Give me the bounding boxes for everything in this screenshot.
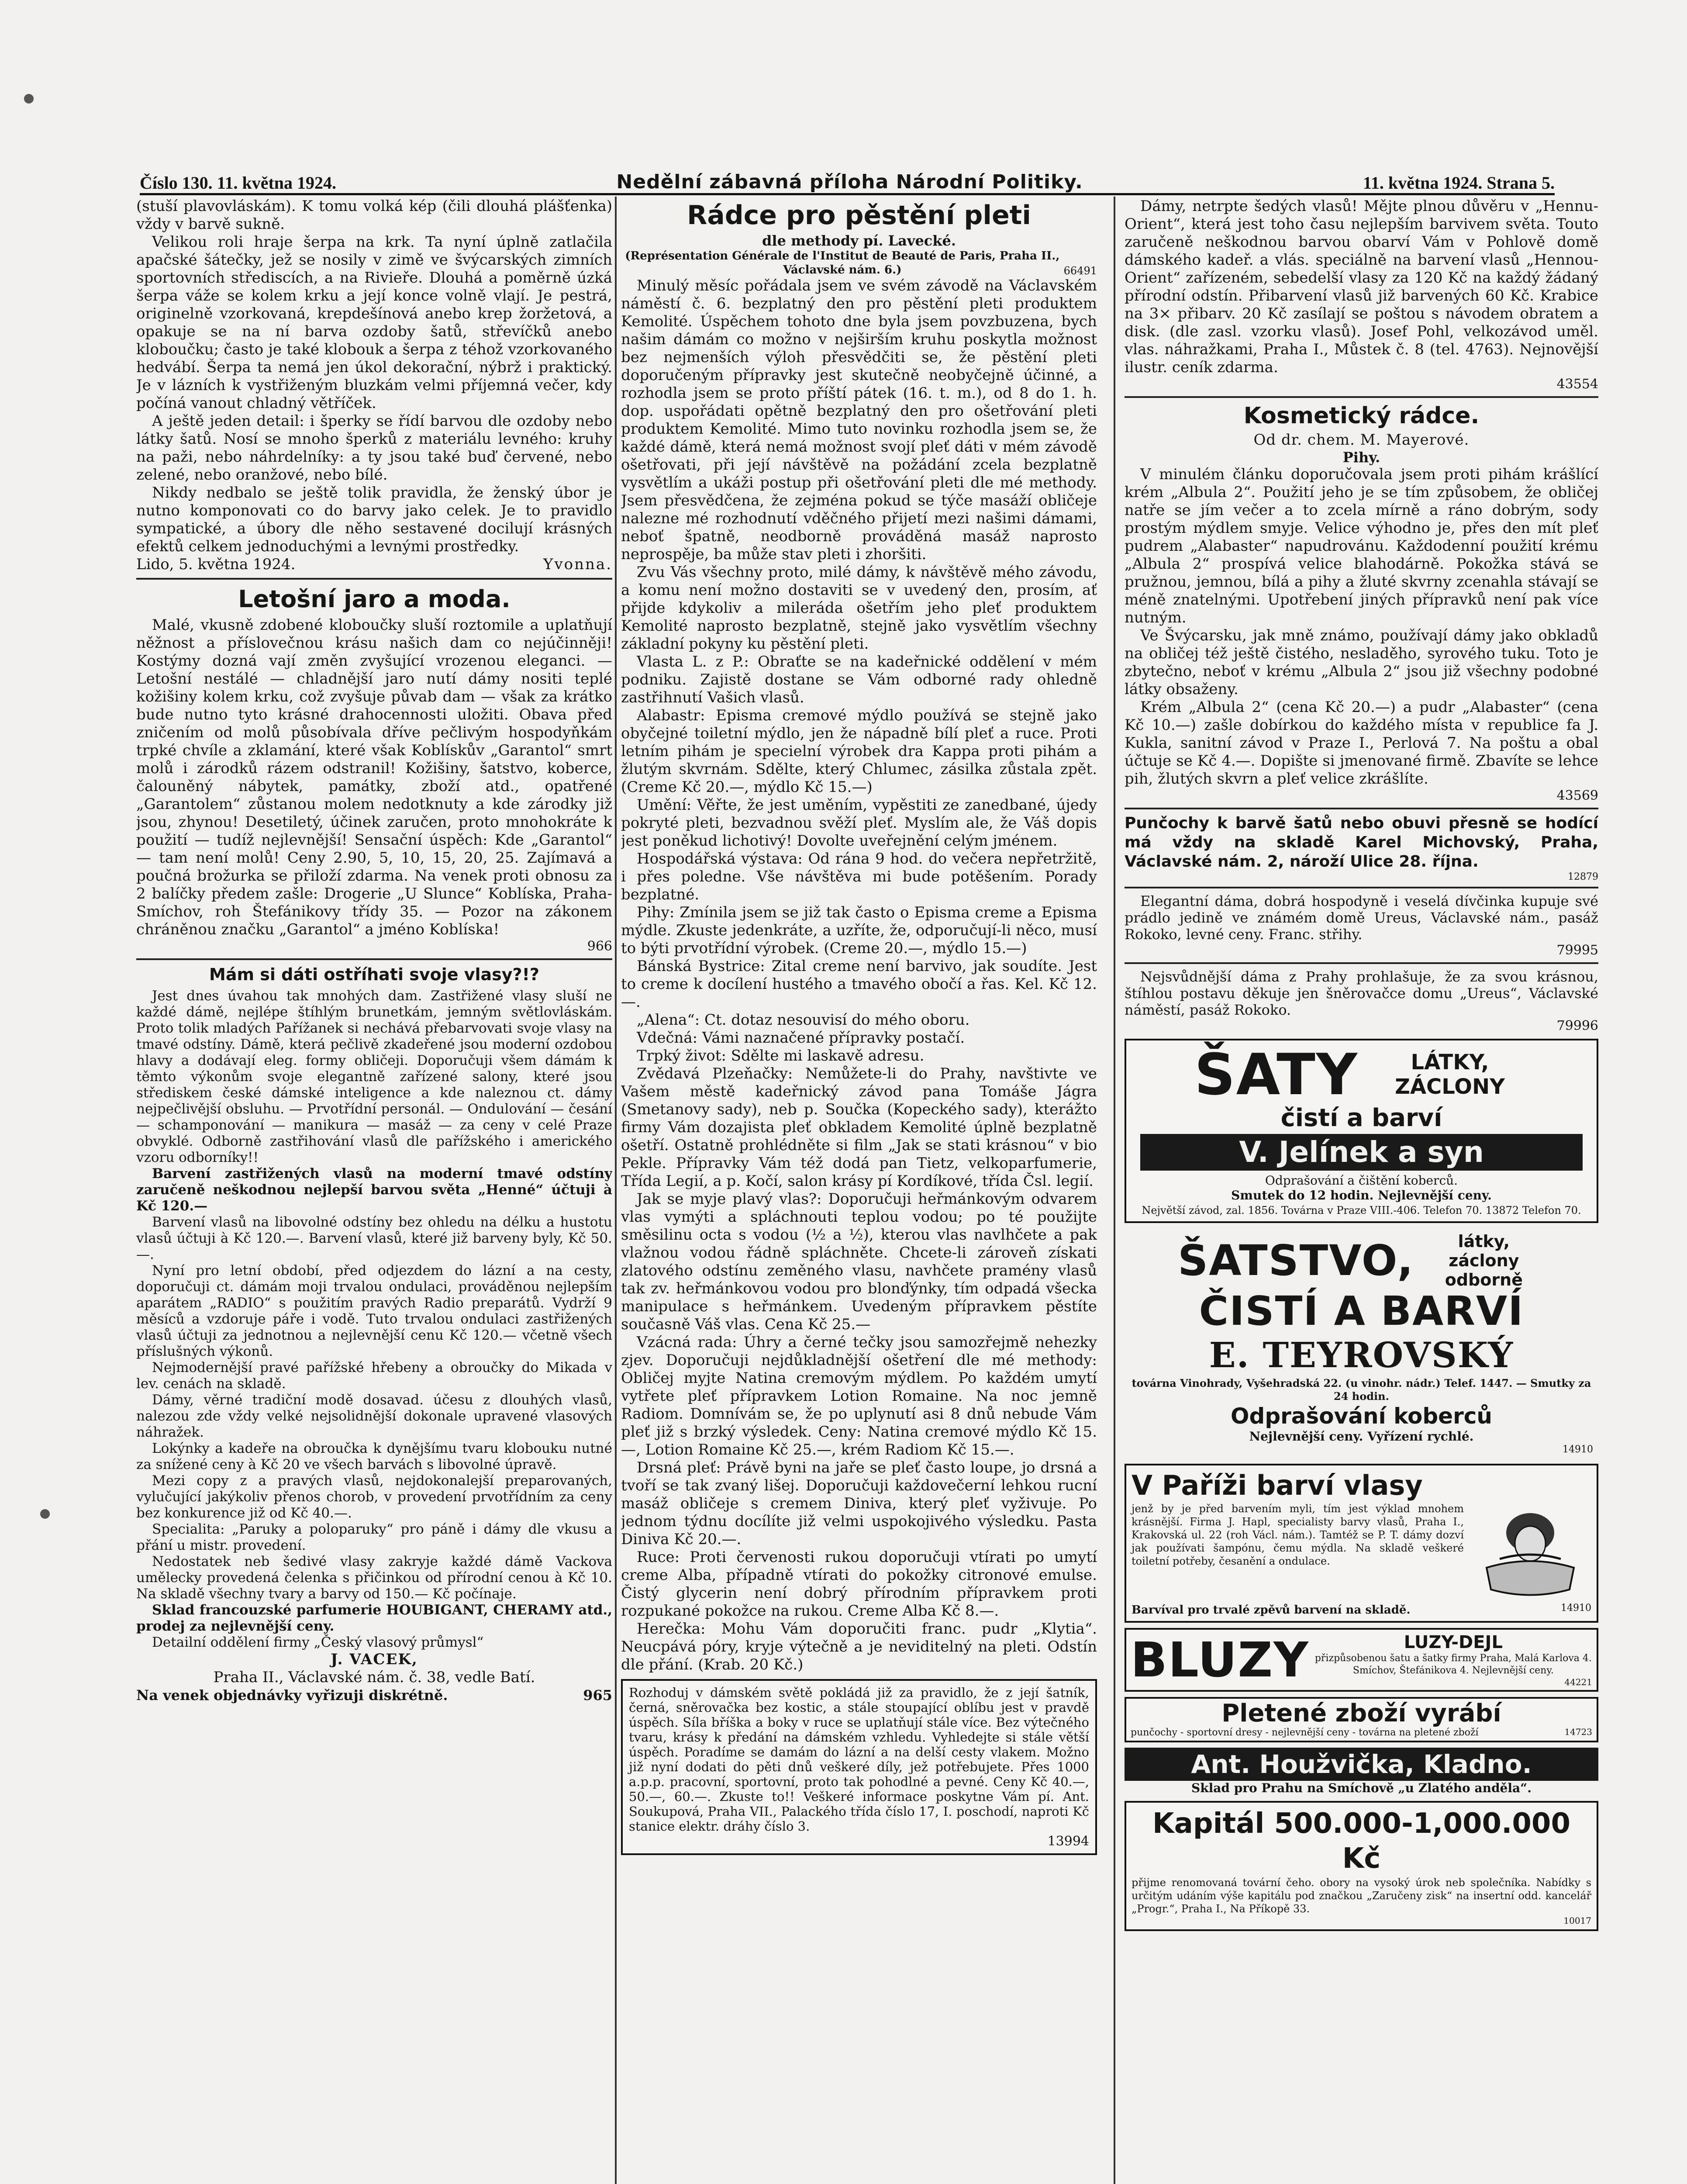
ad-small-text: Nejlevnější ceny. Vyřízení rychlé. (1249, 1429, 1474, 1444)
article-title: Mám si dáti ostříhati svoje vlasy?!? (209, 965, 539, 984)
reply-paragraph: Ruce: Proti červenosti rukou doporučuji vtírati po umytí creme Alba, případně vtírati do pokožky citronové emulse. Čistý glycerin není dobrý přírodním přípravkem proti rozpukané pokožce na rukou. Creme Alba Kč 8.—. (621, 1548, 1097, 1620)
corset-ad: Nejsvůdnější dáma z Prahy prohlašuje, že za svou krásnou, štíhlou postavu děkuje jen šněrovačce domu „Ureus“, Václavské náměstí, pasáž Rokoko. (1125, 968, 1598, 1018)
ad-mid-text: čistí a barví (1280, 1104, 1442, 1132)
article-paragraph: Minulý měsíc pořádala jsem ve svém závodě na Václavském náměstí č. 6. bezplatný den pro pěstění pleti produktem Kemolité. Úspěchem tohoto dne byla jsem povzbuzena, bych našim dámám co možno v nejširším kruhu poskytla možnost bez nejmenších výloh přesvědčiti se, že pěstění pleti doporučeným přípravky jest skutečně neobyčejně účinné, a rozhodla jsem se proto příští pátek (16. t. m.), od 8 do 1. h. dop. uspořádati opětně bezplatný den pro ošetřování pleti produktem Kemolité. Mimo tuto novinku rozhodla jsem se, že každé dámě, která nemá možnost svojí pleť dáti v mém závodě ošetřovati, při její návštěvě na požádání zcela bezplatně vysvětlím a ukáži postup při ošetřování pleti dle mé methody. Jsem přesvědčena, že zejména pokud se týče masáží obličeje nalezne mé rozhodnutí vděčného přijetí mezi našimi dámami, neboť špatně, neodborně prováděná masáž naprosto neprospěje, ba může stav pleti i zhoršiti. (621, 277, 1097, 563)
article-paragraph: Malé, vkusně zdobené kloboučky sluší roztomile a uplatňují něžnost a příslovečnou krásu našich dam co nejúčinněji! Kostýmy dozná vají změn zvyšující vrozenou eleganci. — Letošní nestálé — chladnější jaro nutí dámy nositi teplé kožišiny kolem krku, což zvyšuje půvab dam — však za krátko bude nutno tyto krásné drahocennosti uložiti. Obava před zničením od molů působívala dříve pečlivým hospodyňkám trpké chvíle a zklamání, které však Koblískův „Garantol“ smrt molů i zárodků rázem odstranil! Kožišiny, šatstvo, koberce, čalouněný nábytek, památky, zboží atd., opatřené „Garantolem“ zůstanou molem nedotknuty a kde zárodky již jsou, zhynou! Desetiletý, účinek zaručen, proto mnohokráte k použití — tudíž nejlevnější! Sensační úspěch: Kde „Garantol“ — tam není molů! Ceny 2.90, 5, 10, 15, 20, 25. Zajímavá a poučná brožurka se přiloží zdarma. Na venek proti obnosu za 2 balíčky předem zašle: Drogerie „U Slunce“ Koblíska, Praha-Smíchov, roh Štefánikovy třídy 35. — Pozor na zákonem chráněnou značku „Garantol“ a jméno Koblíska! (136, 616, 612, 938)
divider (1125, 396, 1598, 398)
ad-footer (136, 1686, 612, 1704)
reply-paragraph: Jak se myje plavý vlas?: Doporučuji heřmánkovým odvarem vlas vymýti a spláchnouti teplou vodou; po té použijte směsilinu octa s vodou (½ a ½), kterou vlas navlhčete a pak vlažnou vodou řádně spláchněte. Chcete-li zároveň získati zlatového odstínu zeměného vlasu, navhčete pramény vlasů tak zv. heřmánkovou vodou pro blonďýnky, tím odpadá všecka manipulace s heřmánkem. Uvedeným přípravkem pěstíte současně Váš vlas. Cena Kč 25.— (621, 1190, 1097, 1333)
ad-number: 43569 (1556, 788, 1598, 803)
ad-number: 14910 (1563, 1444, 1593, 1455)
column-1 (136, 197, 612, 2184)
reply-paragraph: Hospodářská výstava: Od rána 9 hod. do večera nepřetržitě, i přes poledne. Vše návštěva mi bude potěšením. Porady bezplatné. (621, 850, 1097, 903)
firm-name: J. VACEK, (331, 1651, 418, 1668)
ad-headline (1132, 1041, 1591, 1108)
reply-paragraph: Bánská Bystrice: Zital creme není barvivo, jak soudíte. Jest to creme k docílení hustého a tmavého obočí a řas. Kel. Kč 12.—. (621, 957, 1097, 1011)
ad-paragraph: Jest dnes úvahou tak mnohých dam. Zastřižené vlasy sluší ne každé dámě, nejlépe štíhlým brunetkám, jemným světlovláskám. Proto tolik mladých Pařížanek si nechává přebarvovati svoje vlasy na tmavé odstíny. Dámě, která pečlivě zkadeřené jsou moderní ozdobou hlavy a dodávají eleg. formy obličeji. Doporučuji všem dámám k těmto výkonům svoje elegantně zařízené salony, které jsou střediskem české dámské inteligence a kde naleznou ct. dámy nejpečlivější obsluhu. — Prvotřídní personál. — Ondulování — česání — schamponování — manikura — masáž — za ceny v celé Praze obvyklé. Odborně zastřihování vlasů dle pařížského i amerického vzoru odborníky!! (136, 988, 612, 1165)
article-subtitle: Pihy. (1342, 449, 1380, 466)
ad-small-text: Odprašování koberců (1231, 1403, 1492, 1429)
article-title: Kosmetický rádce. (1243, 403, 1480, 429)
divider (136, 958, 612, 960)
ad-small-text: Barvíval pro trvalé zpěvů barvení na skladě. (1132, 1603, 1411, 1617)
ad-headline (1130, 1232, 1593, 1289)
reply-paragraph: Vzácná rada: Úhry a černé tečky jsou samozřejmě nehezky zjev. Doporučuji nejdůkladnější ošetření dle mé methody: Obličej myjte Natina cremovým mýdlem. Po každém umytí vytřete pleť přípravkem Lotion Romaine. Na noc jemně Radiom. Domnívám se, že po uplynutí asi 8 dnů nebude Vám pleť již s brzký výsledek. Ceny: Natina cremové mýdlo Kč 15.—, Lotion Romaine Kč 25.—, krém Radiom Kč 15.—. (621, 1334, 1097, 1458)
divider (1125, 887, 1598, 888)
divider (1125, 962, 1598, 964)
page-number: 11. května 1924. Strana 5. (1363, 173, 1555, 193)
jelinek-dyeing-ad (1125, 1039, 1598, 1223)
reply-paragraph: Zvědavá Plzeňačky: Nemůžete-li do Prahy, navštivte ve Vašem městě kadeřnický závod pana Tomáše Jágra (Smetanovy sady), neb p. Součka (Kopeckého sady), kterážto firmy Vám dozajista pleť obkladem Kemolité úplně bezplatně ošetří. Ostatně prohlédněte si film „Jak se stati krásnou“ v bio Pekle. Přípravky Vám též dodá pan Tietz, velkoparfumerie, Třída Legií, a p. Kočí, salon krásy pí Kordíkové, třída Čsl. legií. (621, 1065, 1097, 1190)
representation-text: (Représentation Générale de l'Institut de Beauté de Paris, Praha II., Václavské nám. 6.) (625, 249, 1060, 276)
ad-small-text: punčochy - sportovní dresy - nejlevnější ceny - továrna na pletené zboží (1131, 1727, 1479, 1738)
ad-small-text: Sklad pro Prahu na Smíchově „u Zlatého anděla“. (1191, 1781, 1532, 1795)
ad-paragraph: Nedostatek neb šedivé vlasy zakryje každé dámě Vackova umělecky provedená čelenka s přičinkou od přírodní cenou à Kč 10. Na skladě všechny tvary a barvy od 150.— Kč počínaje. (136, 1554, 612, 1602)
ad-number: 66491 (1063, 265, 1097, 277)
ad-body (1132, 1502, 1591, 1603)
ad-body (1314, 1632, 1592, 1687)
article-title: Rádce pro pěstění pleti (687, 200, 1031, 231)
ad-firm-name: LUZY-DEJL (1404, 1632, 1503, 1652)
ad-paragraph: Dámy, věrné tradiční modě dosavad. účesu z dlouhých vlasů, nalezou zde vždy velké nejsolidnější dokonale upravené vlasových náhražek. (136, 1392, 612, 1440)
ad-number: 965 (583, 1687, 612, 1704)
ad-headline: Pletené zboží vyrábí (1221, 1699, 1501, 1728)
ad-number: 14723 (1564, 1727, 1592, 1737)
knitwear-ad (1125, 1697, 1598, 1742)
firm-address: Praha II., Václavské nám. č. 38, vedle Batí. (213, 1669, 535, 1686)
reply-paragraph: Herečka: Mohu Vám doporučiti franc. pudr „Klytia“. Neucpává póry, kryje výtečně a je neviditelný na pleti. Odstín dle přání. (Krab. 20 Kč.) (621, 1620, 1097, 1673)
ad-paragraph: Rozhoduj v dámském světě pokládá již za pravidlo, že z její šatník, černá, sněrovačka bez kostic, a stále stoupající oblíbu jest v pravdě úspěch. Síla bříška a boky v ruce se uplatňují stále více. Bez výtečného tvaru, krásy k předání na dámském vzhledu. Vyhledejte si stále větší úspěch. Poradíme se damám do lázní a na delší cesty vlakem. Možno již nyní dodati do pěti dnů veškeré díly, jež potřebujete. Přes 1000 a.p.p. pracovní, sportovní, proto tak pohodlné a pevné. Ceny Kč 40.—, 50.—, 60.—. Zkuste to!! Veškeré informace poskytne Vám pí. Ant. Soukupová, Praha VII., Palackého třída číslo 17, I. poschodí, naproti Kč stanice elektr. dráhy číslo 3. (629, 1685, 1089, 1834)
houzvicka-ad (1125, 1748, 1598, 1796)
ad-number: 10017 (1563, 1915, 1591, 1926)
signature-name: Yvonna. (543, 556, 612, 573)
article-paragraph: A ještě jeden detail: i šperky se řídí barvou dle ozdoby nebo látky šatů. Nosí se mnoho šperků z materiálu levného: kruhy na paži, nebo náhrdelníky: a ty jsou také buď červené, nebo zelené, nebo oranžové, nebo bílé. (136, 412, 612, 484)
article-paragraph: Ve Švýcarsku, jak mně známo, používají dámy jako obkladů na obličej též ještě čistého, nesladěho, syrového tuku. Toto je zbytečno, neboť v krému „Albula 2“ jsou již všechny podobné látky obsaženy. (1125, 627, 1598, 698)
ad-small-text: přijme renomovaná tovární čeho. obory na vysoký úrok neb společníka. Nabídky s určitým udáním výše kapitálu pod značkou „Zaručeny zisk“ na insertní odd. kancelář „Progr.“, Praha I., Na Příkopě 33. (1132, 1876, 1591, 1915)
ad-number: 43554 (1556, 377, 1598, 392)
article-author: Od dr. chem. M. Mayerové. (1253, 431, 1470, 449)
ad-headline: V Paříži barví vlasy (1132, 1469, 1423, 1501)
ad-number: 13994 (1047, 1834, 1089, 1849)
ad-paragraph: Specialita: „Paruky a poloparuky“ pro páně i dámy dle vkusu a přání u mistr. provedení. (136, 1521, 612, 1553)
page-header (140, 165, 1555, 195)
divider (1125, 808, 1598, 809)
column-3 (1125, 197, 1598, 2184)
ad-headline: Kapitál 500.000-1,000.000 Kč (1152, 1807, 1570, 1875)
article-title: Letošní jaro a moda. (238, 585, 511, 613)
reply-paragraph: Trpký život: Sdělte mi laskavě adresu. (637, 1047, 925, 1064)
ad-small-text: přizpůsobenou šatu a šatky firmy Praha, Malá Karlova 4. Smíchov, Štefánikova 4. Nejlevnější ceny. (1314, 1653, 1592, 1676)
ad-firm-name: Ant. Houžvička, Kladno. (1125, 1748, 1598, 1781)
ad-side-text: látky, záclony odborně (1445, 1232, 1523, 1289)
lingerie-ad: Elegantní dáma, dobrá hospodyně i veselá dívčinka kupuje své prádlo jedině ve známém domě Ureus, Václavské nám., pasáž Rokoko, levné ceny. Franc. střihy. (1125, 893, 1598, 943)
ad-paragraph: Detailní oddělení firmy „Český vlasový průmysl“ (152, 1635, 484, 1650)
ad-paragraph: Barvení zastřižených vlasů na moderní tmavé odstíny zaručeně neškodnou nejlepší barvou světa „Henné“ účtuji à Kč 120.— (136, 1166, 612, 1214)
article-paragraph: Krém „Albula 2“ (cena Kč 20.—) a pudr „Alabaster“ (cena Kč 10.—) zašle dobírkou do každého místa v republice fa J. Kukla, sanitní závod v Praze I., Perlová 7. Na poštu a obal účtuje se Kč 4.—. Dopište si jmenované firmě. Zbavíte se lehce pih, žlutých skvrn a pleť velice zkrášlíte. (1125, 698, 1598, 788)
hapl-hair-dye-ad (1125, 1464, 1598, 1623)
representation-line (621, 249, 1097, 277)
signature-place: Lido, 5. května 1924. (136, 556, 296, 573)
ad-number: 79995 (1556, 943, 1598, 958)
divider (136, 578, 612, 580)
teyrovsky-dyeing-ad (1125, 1228, 1598, 1458)
ad-footer (1131, 1727, 1592, 1739)
ad-number: 12879 (1568, 871, 1598, 882)
ad-small-text: Smutek do 12 hodin. Nejlevnější ceny. (1231, 1188, 1492, 1203)
article-paragraph: Velikou roli hraje šerpa na krk. Ta nyní úplně zatlačila apačské šátečky, jež se nosily v zimě ve švýcarských zimních sportovních střediscích, a na Rivieře. Dlouhá a poměrně úzká šerpa váže se kolem krku a její konce volně vlají. Je pestrá, originelně vzorkovaná, krepdešínová anebo krep žoržetová, a opakuje se na ní barva ozdoby šatů, střevíčků anebo kloboučku; často je také klobouk a šerpa z téhož vzorkovaného hedvábí. Šerpa ta nemá jen úkol dekorační, nýbrž i praktický. Je v lázních k vystřiženým bluzkám velmi příjemná večer, kdy počíná vanout chladný větříček. (136, 233, 612, 412)
reply-paragraph: Alabastr: Episma cremové mýdlo používá se stejně jako obyčejné toiletní mýdlo, jen že nápadně bílí pleť a ruce. Proti letním pihám je specielní výrobek dra Kappa proti pihám a žlutým skvrnám. Sdělte, který Chlumec, zásilka zůstala zpět. (Creme Kč 20.—, mýdlo Kč 15.—) (621, 707, 1097, 796)
ad-paragraph: Nejmodernější pravé pařížské hřebeny a obroučky do Mikada v lev. cenách na skladě. (136, 1360, 612, 1392)
ad-paragraph: Nyní pro letní období, před odjezdem do lázní a na cesty, doporučuji ct. dámám moji trvalou ondulaci, prováděnou nejlepším aparátem „RADIO“ s použitím pravých Radio preparátů. Vydrží 9 měsíců a vzdoruje páře i vodě. Tuto trvalou ondulaci zastřižených vlasů účtuji za jednotnou a nejlevnější cenu Kč 120.— včetně všech příslušných výkonů. (136, 1263, 612, 1359)
issue-number: Číslo 130. 11. května 1924. (140, 173, 337, 193)
ad-paragraph: Mezi copy z a pravých vlasů, nejdokonalejší preparovaných, vylučující jakýkoliv přenos chorob, v provedení prvotřídním za ceny bez konkurence již od Kč 40.—. (136, 1473, 612, 1521)
ad-number: 14910 (1561, 1603, 1591, 1614)
column-2 (621, 197, 1097, 2184)
article-signature (136, 556, 612, 574)
column-rule (615, 197, 617, 2184)
article-paragraph: (stuší plavovláskám). K tomu volká kép (čili dlouhá plášťenka) vždy v barvě sukně. (136, 197, 612, 233)
stocking-ad: Punčochy k barvě šatů nebo obuvi přesně se hodící má vždy na skladě Karel Michovský, Praha, Václavské nám. 2, nároží Ulice 28. října. (1125, 814, 1598, 871)
hair-washing-illustration-icon (1469, 1502, 1591, 1603)
ad-small-text: jenž by je před barvením myli, tím jest výklad mnohem krásnější. Firma J. Hapl, specialisty barvy vlasů, Praha I., Krakovská ul. 22 (roh Václ. nám.). Tamtéž se P. T. dámy dozví jak používati šampónu, čemu mýdla. Na skladě veškeré toiletní potřeby, česanění a ondulace. (1132, 1503, 1464, 1567)
ad-footer-text: Na venek objednávky vyřizuji diskrétně. (136, 1687, 448, 1704)
article-subtitle: dle methody pí. Lavecké. (762, 232, 956, 249)
article-paragraph: Zvu Vás všechny proto, milé dámy, k návštěvě mého závodu, a komu není možno dostaviti se v uvedený den, prosím, ať přijde kdykoliv a milerádа ošetřím jeho pleť produktem Kemolité naprosto bezplatně, stejně jako vysvětlím všechny základní pokyny ku pěstění pleti. (621, 563, 1097, 653)
reply-paragraph: Pihy: Zmínila jsem se již tak často o Episma creme a Episma mýdle. Zkuste jedenkráte, a uzříte, že, odporučují-li něco, musí to býti prvotřídní výrobek. (Creme 20.—, mýdlo 15.—) (621, 904, 1097, 957)
ad-number: 44221 (1564, 1677, 1592, 1687)
blouses-ad (1125, 1628, 1598, 1692)
page-speck (40, 1509, 50, 1519)
ad-number: 966 (587, 939, 612, 954)
supplement-title: Nedělní zábavná příloha Národní Politiky. (616, 171, 1083, 193)
ad-paragraph: Lokýnky a kadeře na obroučka k dynějšímu tvaru klobouku nutné za snížené ceny à Kč 20 ve všech barvách s libovolné úpravě. (136, 1441, 612, 1472)
corset-ad-box (621, 1679, 1097, 1855)
article-paragraph: Nikdy nedbalo se ještě tolik pravidla, že ženský úbor je nutno komponovati co do barvy jako celek. Je to pravidlo sympatické, a úbory dle něho sestavené docilují krásných efektů celkem jednoduchými a levnými prostředky. (136, 484, 612, 555)
page-speck (24, 94, 34, 104)
ad-headline (1131, 1632, 1309, 1688)
ad-paragraph: Sklad francouzské parfumerie HOUBIGANT, CHERAMY atd., prodej za nejlevnější ceny. (136, 1602, 612, 1634)
ad-small-text: Největší závod, zal. 1856. Továrna v Praze VIII.-406. Telefon 70. 13872 Telefon 70. (1142, 1204, 1581, 1216)
ad-small-text: továrna Vinohrady, Vyšehradská 22. (u vinohr. nádr.) Telef. 1447. — Smutky za 24 hodin. (1132, 1377, 1591, 1403)
ad-footer (1132, 1603, 1591, 1617)
reply-paragraph: Umění: Věřte, že jest uměním, vypěstiti ze zanedbané, újedy pokryté pleti, bezvadnou svěží pleť. Myslím ale, že Váš dopis jest poněkud lichotivý! Dovolte uveřejnění celým jménem. (621, 796, 1097, 850)
reply-paragraph: Vlasta L. z P.: Obraťte se na kadeřnické oddělení v mém podniku. Zajistě dostane se Vám odborné rady ohledně zastřihnutí Vašich vlasů. (621, 653, 1097, 706)
article-paragraph: V minulém článku doporučovala jsem proti pihám krášlící krém „Albula 2“. Použití jeho je se tím způsobem, že obličej natře se jím večer a to zcela mírně a ráno dobrým, sody prostým mýdlem smyje. Velice výhodno je, přes den mít pleť pudrem „Alabaster“ napudrovánu. Každodenní použití krému „Albula 2“ prospívá velice blahodárně. Pokožka stává se pružnou, jemnou, bílá a pihy a žluté skvrny zcenahla stávají se méně znatelnými. Upotřebení jiných přípravků není pak více nutným. (1125, 466, 1598, 626)
ad-mid-text: ČISTÍ A BARVÍ (1199, 1288, 1524, 1334)
ad-firm-name: E. TEYROVSKÝ (1209, 1334, 1514, 1375)
ad-number: 79996 (1556, 1018, 1598, 1033)
ad-big-text: ŠATY (1194, 1041, 1358, 1108)
column-rule (1114, 197, 1115, 2184)
ad-firm-name: V. Jelínek a syn (1140, 1134, 1583, 1171)
capital-ad (1125, 1801, 1598, 1931)
reply-paragraph: Drsná pleť: Právě byni na jaře se pleť často loupe, jo drsná a tvoří se tak zvaný lišej. Doporučuji každovečerní lehkou rucní masáž obličeje s cremem Diniva, který pleť vyživuje. Po jednom týdnu docílíte již velmi uspokojivého výsledku. Pasta Diniva Kč 20.—. (621, 1459, 1097, 1548)
ad-side-text: LÁTKY, ZÁCLONY (1395, 1050, 1505, 1099)
ad-big-text: BLUZY (1131, 1632, 1309, 1688)
ad-small-text: Odprašování a čištění koberců. (1265, 1173, 1458, 1188)
ad-paragraph: Barvení vlasů na libovolné odstíny bez ohledu na délku a hustotu vlasů účtuji à Kč 120.—. Barvení vlasů, které již barveny byly, Kč 50.—. (136, 1214, 612, 1262)
reply-paragraph: Vdečná: Vámi naznačené přípravky postačí. (637, 1029, 965, 1047)
reply-paragraph: „Alena“: Ct. dotaz nesouvisí do mého oboru. (637, 1011, 970, 1029)
ad-big-text: ŠATSTVO, (1178, 1236, 1414, 1285)
ad-paragraph: Dámy, netrpte šedých vlasů! Mějte plnou důvěru v „Hennu-Orient“, která jest toho času nejlepším barvivem světa. Touto zaručeně neškodnou barvou obarví Vám v Pohlově domě dámského kadeř. a vlás. speciálně na barvení vlasů „Hennou-Orient“ zařízeném, sebedelší vlasy za 120 Kč na každý žádaný přírodní odstín. Přibarvení vlasů již barvených 60 Kč. Krabice na 3× přibarv. 20 Kč zasílají se poštou s návodem obratem a disk. (dle zasl. vzorku vlasů). Josef Pohl, velkozávod uměl. vlas. náhražkami, Praha I., Můstek č. 8 (tel. 4763). Nejnovější ilustr. ceník zdarma. (1125, 197, 1598, 376)
